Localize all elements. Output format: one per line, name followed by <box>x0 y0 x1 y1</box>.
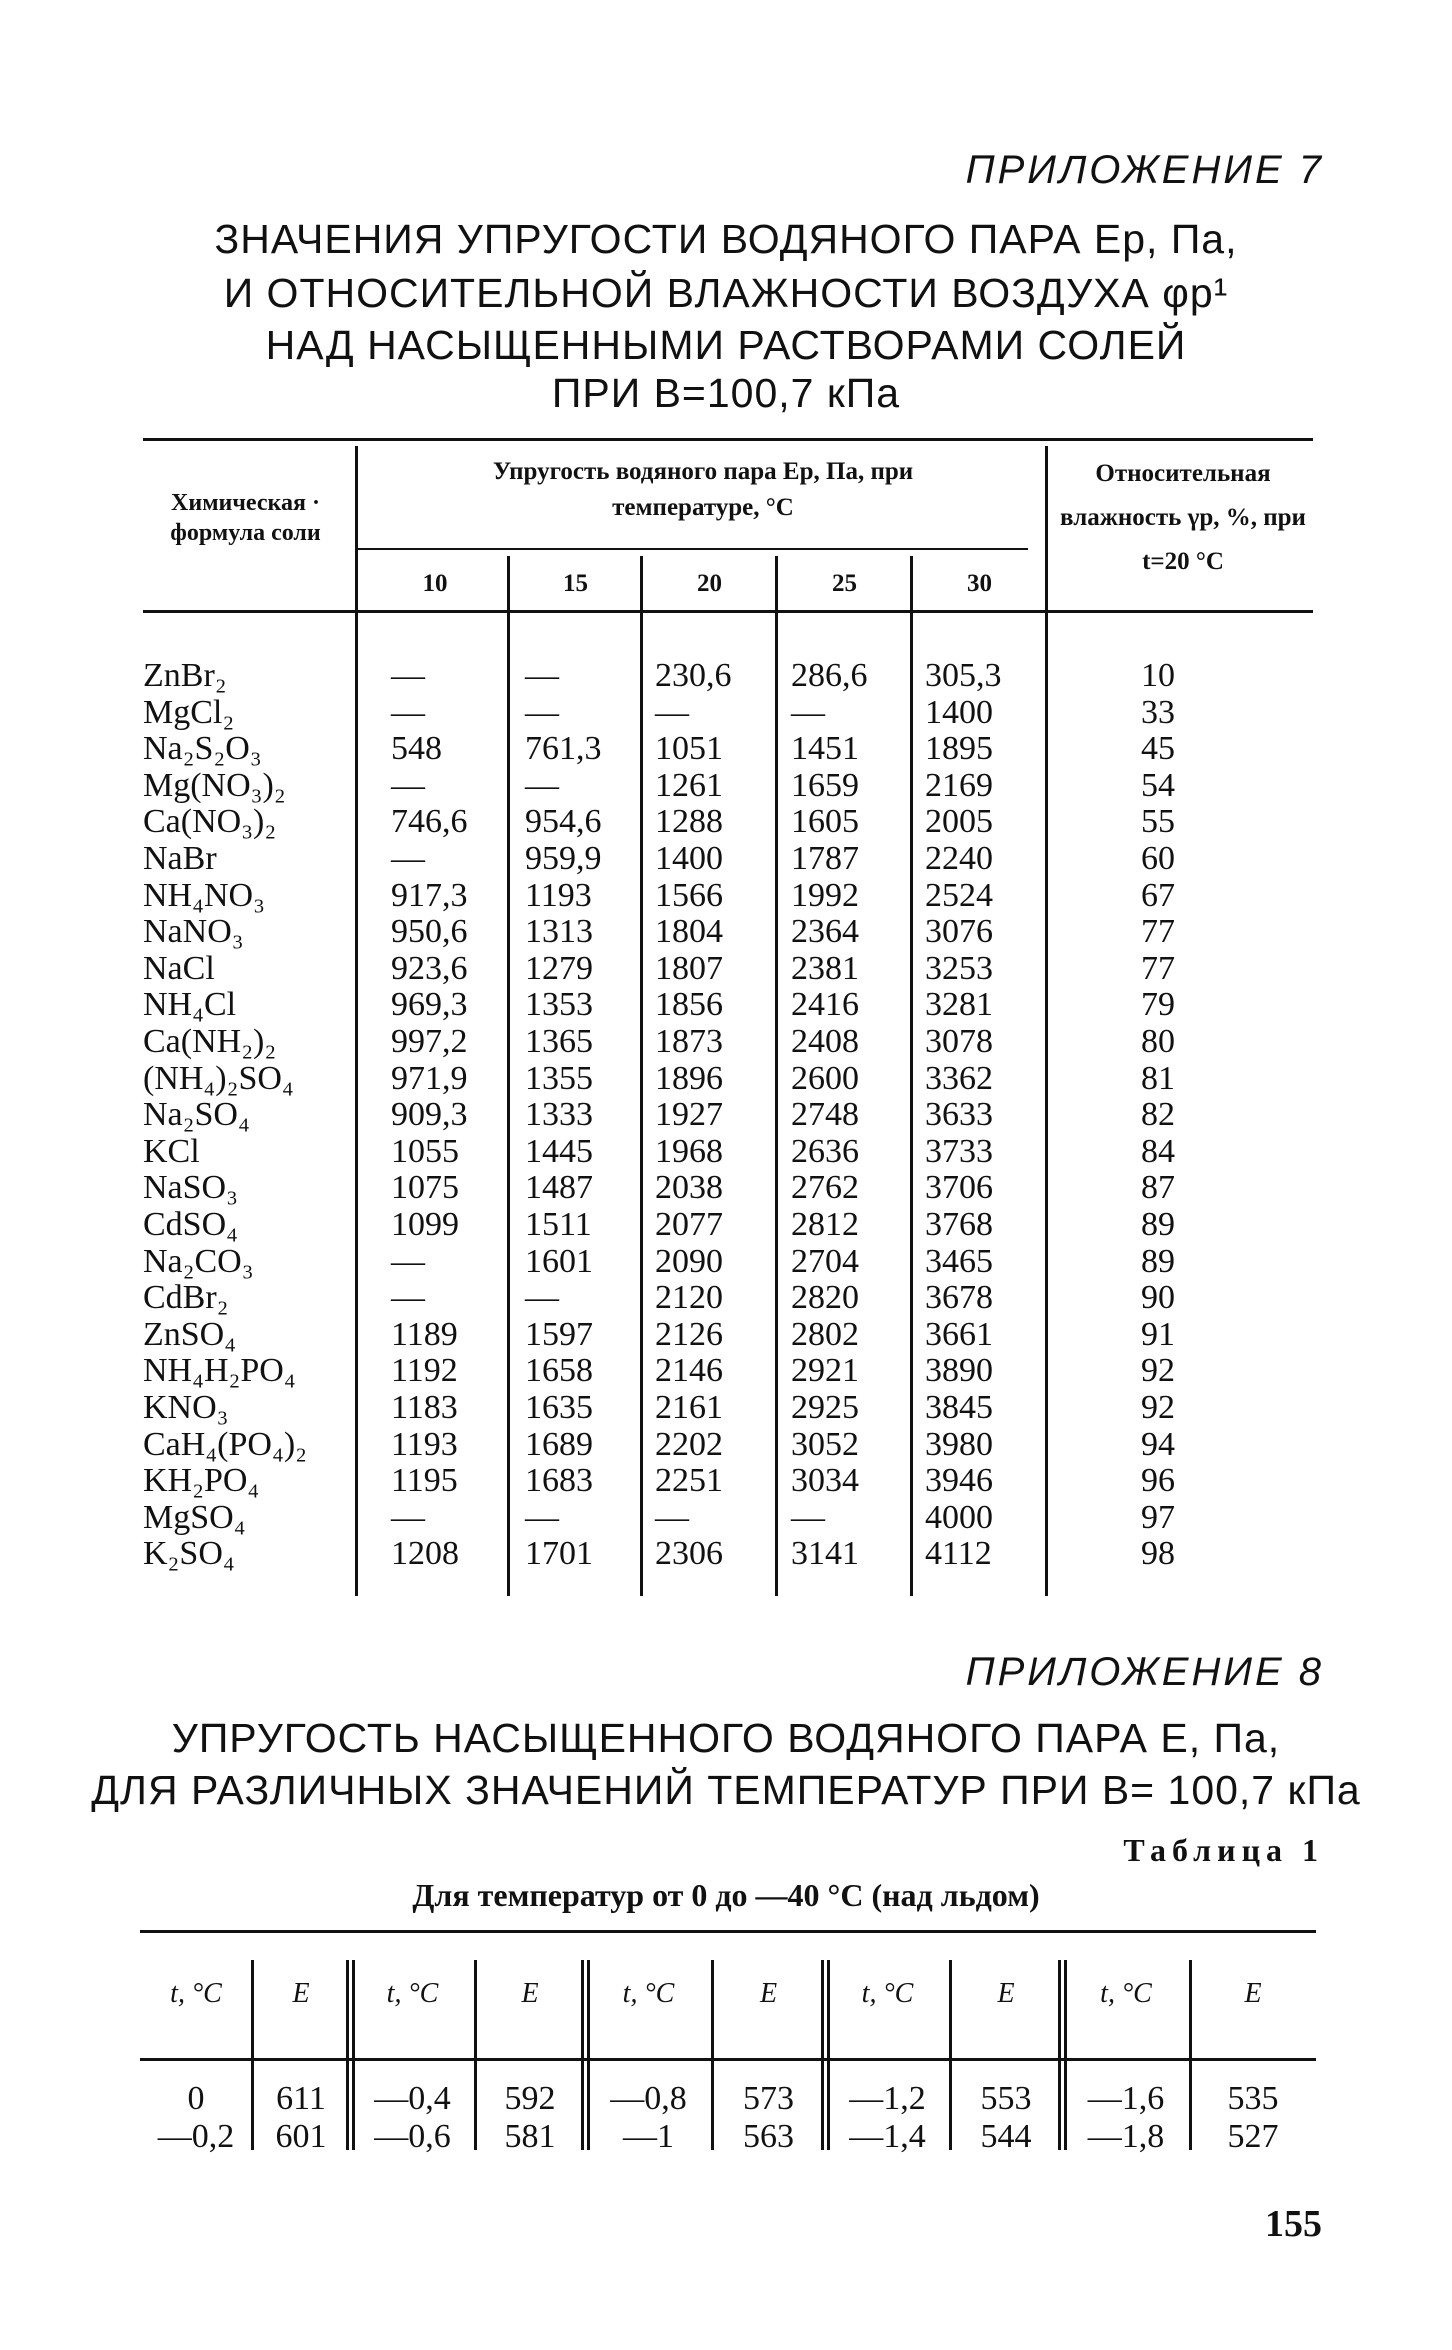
formula-cell: CdBr₂ <box>143 1279 229 1317</box>
formula-cell: NH₄Cl <box>143 986 237 1024</box>
pressure-cell: 2077 <box>655 1206 723 1243</box>
table-row <box>143 1500 1313 1537</box>
pressure-cell: 3733 <box>925 1132 993 1170</box>
formula-cell: Na₂CO₃ <box>143 1242 254 1280</box>
table-cell: —1,4 <box>849 2118 926 2155</box>
pressure-cell: 2364 <box>791 913 859 951</box>
pressure-cell: — <box>525 657 559 694</box>
pressure-cell: 548 <box>391 730 442 768</box>
pressure-cell: 2126 <box>655 1315 723 1353</box>
pressure-cell: 923,6 <box>391 949 468 987</box>
table-cell: 553 <box>980 2080 1032 2117</box>
humidity-table <box>143 438 1313 1598</box>
pressure-cell: — <box>391 657 425 694</box>
humidity-cell: 98 <box>1141 1535 1175 1573</box>
header-temp-30: 30 <box>967 570 992 597</box>
pressure-cell: 1365 <box>525 1023 593 1060</box>
pressure-cell: 1261 <box>655 766 723 804</box>
appendix-8-title-line-2: ДЛЯ РАЗЛИЧНЫХ ЗНАЧЕНИЙ ТЕМПЕРАТУР ПРИ B= 100,7 кПа <box>91 1767 1361 1813</box>
column-header: t, °С <box>170 1978 222 2009</box>
formula-cell: Ca(NH₂)₂ <box>143 1023 277 1060</box>
pressure-cell: 1659 <box>791 766 859 804</box>
humidity-cell: 90 <box>1141 1279 1175 1317</box>
pressure-cell: 1208 <box>391 1535 459 1573</box>
pressure-cell: 761,3 <box>525 730 602 768</box>
table-cell: 611 <box>276 2080 326 2117</box>
column-header: E <box>997 1978 1015 2009</box>
pressure-cell: 1701 <box>525 1535 593 1573</box>
humidity-cell: 91 <box>1141 1315 1175 1353</box>
pressure-cell: 1873 <box>655 1023 723 1060</box>
pressure-cell: 917,3 <box>391 876 468 914</box>
table-row <box>143 1353 1313 1390</box>
humidity-cell: 54 <box>1141 766 1175 804</box>
pressure-cell: 1807 <box>655 949 723 987</box>
table-row <box>143 878 1313 915</box>
pressure-cell: 3980 <box>925 1425 993 1463</box>
table-row <box>143 1207 1313 1244</box>
pressure-cell: 1896 <box>655 1059 723 1097</box>
humidity-cell: 79 <box>1141 986 1175 1024</box>
pressure-cell: 2202 <box>655 1425 723 1463</box>
formula-cell: MgSO₄ <box>143 1498 246 1536</box>
formula-cell: MgCl₂ <box>143 693 235 731</box>
pressure-cell: — <box>525 1498 559 1536</box>
pressure-cell: 1192 <box>391 1352 458 1390</box>
pressure-cell: 1968 <box>655 1132 723 1170</box>
pressure-cell: 3465 <box>925 1242 993 1280</box>
pressure-cell: 1511 <box>525 1206 592 1243</box>
header-temp-20: 20 <box>697 570 722 597</box>
pressure-cell: 3052 <box>791 1425 859 1463</box>
table-cell: 601 <box>275 2118 327 2155</box>
formula-cell: KH₂PO₄ <box>143 1462 260 1500</box>
pressure-cell: — <box>391 1498 425 1536</box>
pressure-cell: 1353 <box>525 986 593 1024</box>
header-bottom-rule <box>143 610 1313 613</box>
header-temp-15: 15 <box>563 570 588 597</box>
table-row <box>143 1134 1313 1171</box>
pressure-cell: 3845 <box>925 1389 993 1426</box>
formula-cell: NH₄NO₃ <box>143 876 265 914</box>
formula-cell: CaH₄(PO₄)₂ <box>143 1425 307 1463</box>
table-cell: —1,2 <box>849 2080 926 2117</box>
table-cell: 563 <box>743 2118 794 2155</box>
humidity-cell: 33 <box>1141 693 1175 731</box>
formula-cell: (NH₄)₂SO₄ <box>143 1059 294 1097</box>
pressure-cell: 2240 <box>925 840 993 877</box>
pressure-cell: 2120 <box>655 1279 723 1317</box>
formula-cell: NaNO₃ <box>143 913 244 951</box>
table-row <box>143 695 1313 732</box>
table-row <box>143 658 1313 695</box>
humidity-cell: 10 <box>1141 657 1175 694</box>
formula-cell: Mg(NO₃)₂ <box>143 766 286 804</box>
table-caption: Для температур от 0 до —40 °С (над льдом) <box>412 1877 1040 1913</box>
table-cell: 592 <box>504 2080 556 2117</box>
pressure-cell: 3141 <box>791 1535 859 1573</box>
pressure-cell: 1051 <box>655 730 723 768</box>
humidity-cell: 87 <box>1141 1169 1175 1207</box>
table-cell: —0,2 <box>157 2118 235 2155</box>
pressure-cell: 1895 <box>925 730 993 768</box>
pressure-cell: 3768 <box>925 1206 993 1243</box>
table-cell: —1,6 <box>1087 2080 1165 2117</box>
pressure-cell: — <box>391 766 425 804</box>
pressure-cell: 1288 <box>655 803 723 841</box>
humidity-cell: 60 <box>1141 840 1175 877</box>
pressure-cell: 2005 <box>925 803 993 841</box>
pressure-cell: 909,3 <box>391 1096 468 1134</box>
table-cell: 535 <box>1227 2080 1279 2117</box>
pressure-cell: 2925 <box>791 1389 859 1426</box>
pressure-cell: — <box>391 1242 425 1280</box>
pressure-cell: 3076 <box>925 913 993 951</box>
pressure-cell: 1075 <box>391 1169 459 1207</box>
pressure-cell: 969,3 <box>391 986 468 1024</box>
humidity-cell: 55 <box>1141 803 1175 841</box>
table-row <box>143 951 1313 988</box>
table-row <box>143 768 1313 805</box>
table-row <box>143 731 1313 768</box>
column-header: E <box>292 1978 310 2009</box>
pressure-cell: 2748 <box>791 1096 859 1134</box>
column-header: t, °С <box>1100 1978 1152 2009</box>
pressure-cell: 1189 <box>391 1315 458 1353</box>
appendix-8-label: ПРИЛОЖЕНИЕ 8 <box>965 1650 1324 1694</box>
table-row <box>143 1536 1313 1573</box>
appendix-7-title-line-3: НАД НАСЫЩЕННЫМИ РАСТВОРАМИ СОЛЕЙ <box>265 322 1187 368</box>
column-header: t, °С <box>386 1978 439 2009</box>
header-pressure: Упругость водяного пара Eр, Па, при температуре, °С <box>492 458 914 521</box>
humidity-cell: 92 <box>1141 1352 1175 1390</box>
appendix-8-title-line-1: УПРУГОСТЬ НАСЫЩЕННОГО ВОДЯНОГО ПАРА E, Па, <box>171 1715 1281 1761</box>
table-cell: 0 <box>187 2080 205 2117</box>
pressure-cell: 1313 <box>525 913 593 951</box>
column-header: E <box>1244 1978 1262 2009</box>
pressure-cell: — <box>525 1279 559 1317</box>
pressure-cell: 2600 <box>791 1059 859 1097</box>
pressure-cell: 1193 <box>525 876 592 914</box>
humidity-cell: 89 <box>1141 1206 1175 1243</box>
pressure-cell: — <box>655 1498 689 1536</box>
pressure-cell: 3633 <box>925 1096 993 1134</box>
table-row <box>143 1390 1313 1427</box>
formula-cell: Na₂SO₄ <box>143 1096 250 1134</box>
pressure-cell: 2524 <box>925 876 993 914</box>
table-row <box>143 1427 1313 1464</box>
table-row <box>143 1097 1313 1134</box>
pressure-cell: 3078 <box>925 1023 993 1060</box>
pressure-cell: 1856 <box>655 986 723 1024</box>
header-bottom-rule <box>140 2058 1316 2061</box>
pressure-cell: 2169 <box>925 766 993 804</box>
table-cell: —1,8 <box>1087 2118 1165 2155</box>
pressure-cell: 1601 <box>525 1242 593 1280</box>
pressure-cell: 1787 <box>791 840 859 877</box>
pressure-cell: 2251 <box>655 1462 723 1500</box>
pressure-cell: 2416 <box>791 986 859 1024</box>
humidity-cell: 77 <box>1141 949 1175 987</box>
table-row <box>143 1244 1313 1281</box>
pressure-cell: 286,6 <box>791 657 868 694</box>
pressure-cell: 3253 <box>925 949 993 987</box>
table-row <box>143 1463 1313 1500</box>
formula-cell: NH₄H₂PO₄ <box>143 1352 296 1390</box>
pressure-cell: 2090 <box>655 1242 723 1280</box>
pressure-cell: 1927 <box>655 1096 723 1134</box>
pressure-cell: 2820 <box>791 1279 859 1317</box>
formula-cell: KCl <box>143 1132 200 1170</box>
pressure-cell: 1605 <box>791 803 859 841</box>
pressure-cell: — <box>391 1279 425 1317</box>
pressure-cell: 997,2 <box>391 1023 468 1060</box>
formula-cell: ZnBr₂ <box>143 657 227 694</box>
pressure-cell: 1658 <box>525 1352 593 1390</box>
formula-cell: NaCl <box>143 949 215 987</box>
pressure-cell: 1400 <box>925 693 993 731</box>
pressure-cell: 1333 <box>525 1096 593 1134</box>
formula-cell: K₂SO₄ <box>143 1535 235 1573</box>
pressure-cell: 1183 <box>391 1389 458 1426</box>
table-top-rule <box>143 438 1313 441</box>
table-cell: —0,8 <box>610 2080 687 2117</box>
pressure-cell: 3661 <box>925 1315 993 1353</box>
pressure-cell: 1445 <box>525 1132 593 1170</box>
pressure-cell: 2038 <box>655 1169 723 1207</box>
pressure-cell: 2381 <box>791 949 859 987</box>
pressure-cell: 971,9 <box>391 1059 468 1097</box>
pressure-cell: 2306 <box>655 1535 723 1573</box>
pressure-cell: 1683 <box>525 1462 593 1500</box>
pressure-cell: 1451 <box>791 730 859 768</box>
humidity-cell: 94 <box>1141 1425 1175 1463</box>
humidity-cell: 92 <box>1141 1389 1175 1426</box>
humidity-cell: 77 <box>1141 913 1175 951</box>
pressure-cell: 954,6 <box>525 803 602 841</box>
header-formula: Химическая · формула соли <box>170 490 321 546</box>
pressure-cell: — <box>391 840 425 877</box>
table-row <box>143 1280 1313 1317</box>
table-cell: —1 <box>623 2118 674 2155</box>
column-header: t, °С <box>861 1978 914 2009</box>
pressure-cell: 2802 <box>791 1315 859 1353</box>
pressure-cell: 1400 <box>655 840 723 877</box>
table-row <box>143 987 1313 1024</box>
pressure-cell: — <box>525 766 559 804</box>
header-humidity: Относительная влажность γр, %, при t=20 °С <box>1060 460 1306 575</box>
pressure-cell: 950,6 <box>391 913 468 951</box>
pressure-cell: 4000 <box>925 1498 993 1536</box>
humidity-cell: 97 <box>1141 1498 1175 1536</box>
pressure-cell: 1279 <box>525 949 593 987</box>
pressure-cell: 1597 <box>525 1315 593 1353</box>
pressure-cell: 1193 <box>391 1425 458 1463</box>
pressure-cell: 1195 <box>391 1462 458 1500</box>
table-row <box>143 841 1313 878</box>
pressure-cell: 2161 <box>655 1389 723 1426</box>
table-row <box>143 1061 1313 1098</box>
table-cell: 581 <box>504 2118 556 2155</box>
pressure-cell: — <box>525 693 559 731</box>
table-row <box>143 1170 1313 1207</box>
pressure-cell: — <box>791 693 825 731</box>
pressure-cell: 1635 <box>525 1389 593 1426</box>
table-row <box>143 1024 1313 1061</box>
table-row <box>143 914 1313 951</box>
pressure-cell: 1804 <box>655 913 723 951</box>
pressure-cell: 1487 <box>525 1169 593 1207</box>
pressure-cell: 1099 <box>391 1206 459 1243</box>
pressure-cell: — <box>391 693 425 731</box>
pressure-cell: 3706 <box>925 1169 993 1207</box>
header-temp-10: 10 <box>422 570 448 597</box>
appendix-7-label: ПРИЛОЖЕНИЕ 7 <box>965 148 1324 192</box>
table-row <box>143 804 1313 841</box>
table-top-rule <box>140 1930 1316 1933</box>
humidity-cell: 45 <box>1141 730 1175 768</box>
humidity-cell: 89 <box>1141 1242 1175 1280</box>
formula-cell: ZnSO₄ <box>143 1315 237 1353</box>
appendix-7-title-line-1: ЗНАЧЕНИЯ УПРУГОСТИ ВОДЯНОГО ПАРА Eр, Па, <box>214 216 1238 262</box>
humidity-cell: 84 <box>1141 1132 1175 1170</box>
table-cell: 573 <box>743 2080 794 2117</box>
pressure-cell: 1055 <box>391 1132 459 1170</box>
pressure-cell: 746,6 <box>391 803 468 841</box>
pressure-cell: 2704 <box>791 1242 859 1280</box>
column-header: E <box>521 1978 539 2009</box>
humidity-cell: 96 <box>1141 1462 1175 1500</box>
pressure-cell: — <box>791 1498 825 1536</box>
pressure-cell: — <box>655 693 689 731</box>
pressure-cell: 3281 <box>925 986 993 1024</box>
pressure-cell: 4112 <box>925 1535 992 1573</box>
pressure-cell: 2408 <box>791 1023 859 1060</box>
humidity-cell: 82 <box>1141 1096 1175 1134</box>
pressure-cell: 305,3 <box>925 657 1002 694</box>
pressure-cell: 2812 <box>791 1206 859 1243</box>
pressure-cell: 3034 <box>791 1462 859 1500</box>
pressure-cell: 1355 <box>525 1059 593 1097</box>
table-cell: —0,6 <box>374 2118 451 2155</box>
pressure-cell: 2762 <box>791 1169 859 1207</box>
column-header: E <box>759 1978 778 2009</box>
appendix-7-title-line-2: И ОТНОСИТЕЛЬНОЙ ВЛАЖНОСТИ ВОЗДУХА φр¹ <box>223 270 1229 316</box>
pressure-cell: 1689 <box>525 1425 593 1463</box>
formula-cell: Na₂S₂O₃ <box>143 730 262 768</box>
formula-cell: CdSO₄ <box>143 1206 238 1243</box>
table-cell: —0,4 <box>374 2080 451 2117</box>
pressure-cell: 1566 <box>655 876 723 914</box>
pressure-cell: 3678 <box>925 1279 993 1317</box>
pressure-cell: 3890 <box>925 1352 993 1390</box>
formula-cell: Ca(NO₃)₂ <box>143 803 277 841</box>
column-header: t, °С <box>622 1978 675 2009</box>
humidity-cell: 80 <box>1141 1023 1175 1060</box>
formula-cell: NaBr <box>143 840 217 877</box>
table-cell: 527 <box>1227 2118 1279 2155</box>
formula-cell: KNO₃ <box>143 1389 229 1426</box>
pressure-cell: 959,9 <box>525 840 602 877</box>
humidity-cell: 67 <box>1141 876 1175 914</box>
appendix-7-title-line-4: ПРИ B=100,7 кПа <box>551 370 901 416</box>
pressure-cell: 2146 <box>655 1352 723 1390</box>
table-cell: 544 <box>980 2118 1032 2155</box>
humidity-cell: 81 <box>1141 1059 1175 1097</box>
pressure-cell: 230,6 <box>655 657 732 694</box>
header-temp-25: 25 <box>832 570 857 597</box>
pressure-cell: 2636 <box>791 1132 859 1170</box>
pressure-cell: 2921 <box>791 1352 859 1390</box>
formula-cell: NaSO₃ <box>143 1169 238 1207</box>
ice-pressure-table <box>140 1930 1316 2160</box>
table-row <box>143 1317 1313 1354</box>
pressure-cell: 1992 <box>791 876 859 914</box>
header-mid-rule <box>358 548 1028 550</box>
pressure-cell: 3946 <box>925 1462 993 1500</box>
table-label: Таблица 1 <box>1123 1832 1324 1868</box>
page-number: 155 <box>1265 2203 1322 2245</box>
pressure-cell: 3362 <box>925 1059 993 1097</box>
